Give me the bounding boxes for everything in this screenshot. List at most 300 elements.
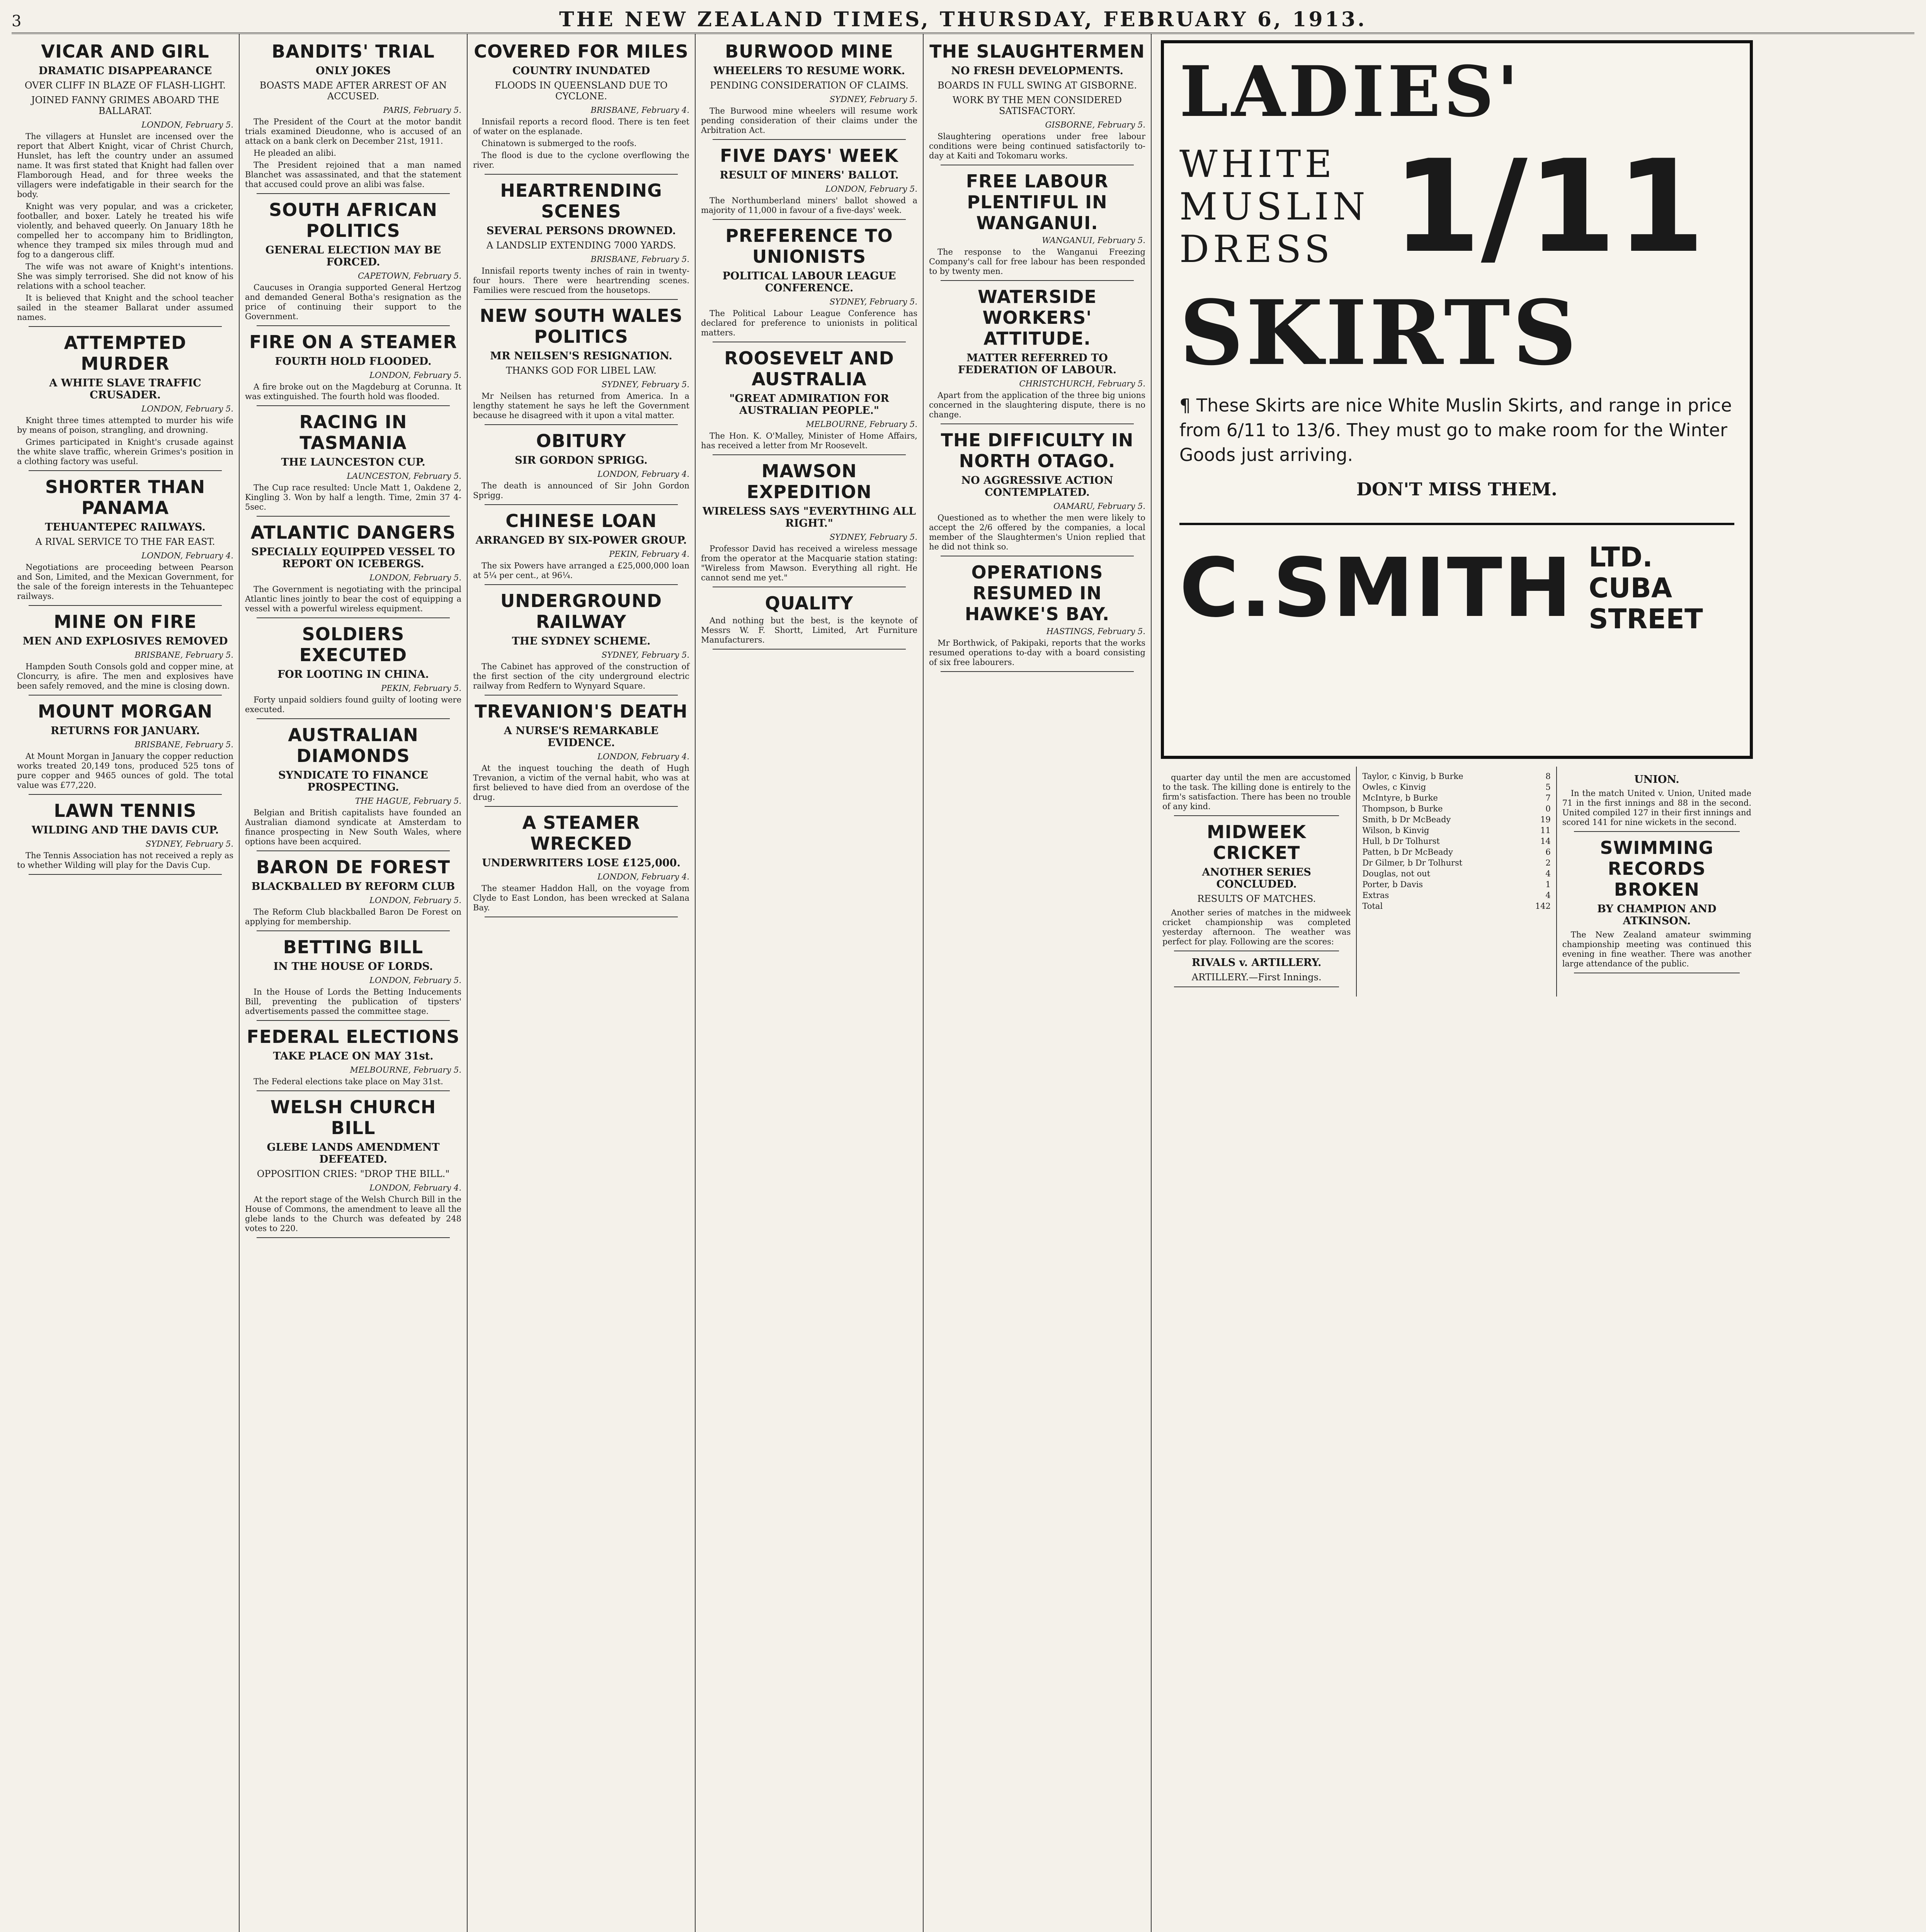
lower-col-a bbox=[1157, 767, 1357, 997]
article-1 bbox=[701, 145, 917, 220]
article-headline: HEARTRENDING SCENES bbox=[500, 180, 662, 222]
article-subheading: A WHITE SLAVE TRAFFIC CRUSADER. bbox=[49, 377, 201, 401]
article-headline: SWIMMING RECORDS BROKEN bbox=[1600, 837, 1714, 900]
article-paragraph: The response to the Wanganui Freezing Company's call for free labour has been responded to by twenty men. bbox=[929, 247, 1145, 276]
article-subheading: RETURNS FOR JANUARY. bbox=[50, 725, 200, 737]
article-subheading: RESULTS OF MATCHES. bbox=[1197, 893, 1316, 904]
article-2 bbox=[473, 305, 689, 425]
ad-white-muslin-dress: WHITE MUSLIN DRESS bbox=[1179, 143, 1369, 271]
article-0 bbox=[473, 41, 689, 175]
article-divider bbox=[941, 423, 1134, 424]
article-dateline: WANGANUI, February 5. bbox=[1042, 236, 1145, 245]
score-row bbox=[1362, 771, 1550, 781]
article-divider bbox=[485, 299, 678, 300]
article-subheading: NO FRESH DEVELOPMENTS. bbox=[951, 65, 1123, 77]
article-paragraph: A fire broke out on the Magdeburg at Corunna. It was extinguished. The fourth hold was flooded. bbox=[245, 382, 461, 401]
article-headline: A STEAMER WRECKED bbox=[522, 812, 640, 854]
article-subheading: POLITICAL LABOUR LEAGUE CONFERENCE. bbox=[722, 270, 896, 294]
page-number: 3 bbox=[12, 12, 22, 30]
runs: 19 bbox=[1540, 815, 1551, 824]
article-paragraph: Caucuses in Orangia supported General Hertzog and demanded General Botha's resignation as the price of continuing their support to the Government. bbox=[245, 283, 461, 321]
article-dateline: SYDNEY, February 5. bbox=[145, 839, 233, 849]
runs: 1 bbox=[1545, 880, 1551, 889]
article-0 bbox=[1162, 773, 1351, 816]
article-dateline: LONDON, February 4. bbox=[597, 872, 689, 881]
column-1 bbox=[12, 34, 240, 1932]
article-dateline: BRISBANE, February 5. bbox=[134, 740, 233, 749]
article-subheading: TEHUANTEPEC RAILWAYS. bbox=[45, 521, 206, 533]
article-headline: NEW SOUTH WALES POLITICS bbox=[480, 305, 683, 347]
article-paragraph: The wife was not aware of Knight's intentions. She was simply terrorised. She did not know of his relations with a school teacher. bbox=[17, 262, 233, 291]
ad-ladies: LADIES' bbox=[1179, 51, 1521, 133]
ad-firm-address: LTD. CUBA STREET bbox=[1589, 541, 1703, 635]
article-5 bbox=[17, 800, 233, 875]
article-dateline: SYDNEY, February 5. bbox=[601, 650, 689, 660]
article-subheading: BOARDS IN FULL SWING AT GISBORNE. bbox=[937, 80, 1137, 91]
article-divider bbox=[485, 695, 678, 696]
article-divider bbox=[257, 405, 450, 406]
article-headline: PREFERENCE TO UNIONISTS bbox=[725, 225, 893, 267]
article-paragraph: In the House of Lords the Betting Inducements Bill, preventing the publication of tipsters' advertisements passed the committee stage. bbox=[245, 987, 461, 1016]
article-paragraph: Innisfail reports a record flood. There is ten feet of water on the esplanade. bbox=[473, 117, 689, 136]
article-paragraph: The New Zealand amateur swimming championship meeting was continued this evening in fine weather. There was another large attendance of the public. bbox=[1562, 930, 1751, 968]
article-divider bbox=[257, 1237, 450, 1238]
article-4 bbox=[473, 510, 689, 585]
article-headline: WATERSIDE WORKERS' ATTITUDE. bbox=[978, 286, 1097, 349]
ad-copy: ¶ These Skirts are nice White Muslin Skirts, and range in price from 6/11 to 13/6. They must go to make room for the Winter Goods just arriving. bbox=[1179, 395, 1732, 465]
batsman: Extras bbox=[1362, 891, 1389, 900]
article-headline: CHINESE LOAN bbox=[505, 510, 657, 531]
article-paragraph: Questioned as to whether the men were likely to accept the 2/6 offered by the companies, a local member of the Slaughtermen's Union replied that he did not think so. bbox=[929, 513, 1145, 551]
batsman: Dr Gilmer, b Dr Tolhurst bbox=[1362, 858, 1463, 867]
article-dateline: PEKIN, February 4. bbox=[609, 549, 689, 559]
article-headline: UNDERGROUND RAILWAY bbox=[500, 590, 662, 632]
article-paragraph: Apart from the application of the three big unions concerned in the slaughtering dispute, there is no change. bbox=[929, 391, 1145, 419]
article-subheading: RESULT OF MINERS' BALLOT. bbox=[720, 169, 899, 181]
article-divider bbox=[1574, 831, 1740, 832]
score-row bbox=[1362, 858, 1550, 868]
ad-tagline: DON'T MISS THEM. bbox=[1356, 479, 1557, 500]
article-7 bbox=[473, 812, 689, 917]
score-row bbox=[1362, 869, 1550, 879]
article-subheading: ONLY JOKES bbox=[316, 65, 391, 77]
column-4 bbox=[696, 34, 924, 1932]
lower-col-b bbox=[1357, 767, 1557, 997]
batsman: Porter, b Davis bbox=[1362, 880, 1423, 889]
article-3 bbox=[929, 430, 1145, 556]
article-headline: WELSH CHURCH BILL bbox=[270, 1097, 436, 1138]
article-subheading: SPECIALLY EQUIPPED VESSEL TO REPORT ON ICEBERGS. bbox=[251, 546, 455, 570]
article-subheading: A LANDSLIP EXTENDING 7000 YARDS. bbox=[486, 240, 676, 251]
article-subheading: BY CHAMPION AND ATKINSON. bbox=[1597, 903, 1717, 927]
article-subheading: ARTILLERY.—First Innings. bbox=[1191, 972, 1322, 983]
article-dateline: PEKIN, February 5. bbox=[381, 684, 461, 693]
article-divider bbox=[485, 424, 678, 425]
article-paragraph: The Hon. K. O'Malley, Minister of Home Affairs, has received a letter from Mr Roosevelt. bbox=[701, 431, 917, 450]
article-divider bbox=[257, 850, 450, 851]
column-2 bbox=[240, 34, 468, 1932]
article-dateline: LONDON, February 5. bbox=[825, 184, 917, 194]
article-divider bbox=[1174, 986, 1339, 987]
ad-firm-name: C.SMITH bbox=[1179, 541, 1574, 635]
article-dateline: PARIS, February 5. bbox=[383, 105, 461, 115]
article-dateline: MELBOURNE, February 5. bbox=[806, 420, 917, 429]
score-row bbox=[1362, 847, 1550, 857]
score-row bbox=[1362, 836, 1550, 846]
article-headline: SHORTER THAN PANAMA bbox=[45, 476, 206, 518]
article-paragraph: Another series of matches in the midweek cricket championship was completed yesterday afternoon. The weather was perfect for play. Following are the scores: bbox=[1162, 908, 1351, 946]
article-subheading: MATTER REFERRED TO FEDERATION OF LABOUR. bbox=[958, 352, 1117, 376]
article-headline: BANDITS' TRIAL bbox=[272, 41, 435, 62]
total-label: Total bbox=[1362, 901, 1383, 911]
column-3 bbox=[468, 34, 696, 1932]
batsman: Thompson, b Burke bbox=[1362, 804, 1443, 813]
article-divider bbox=[485, 504, 678, 505]
article-1 bbox=[17, 332, 233, 471]
article-dateline: CAPETOWN, February 5. bbox=[358, 271, 461, 281]
article-headline: QUALITY bbox=[765, 593, 854, 614]
article-dateline: LONDON, February 5. bbox=[369, 896, 461, 905]
article-headline: OPERATIONS RESUMED IN HAWKE'S BAY. bbox=[965, 562, 1110, 624]
score-row bbox=[1362, 890, 1550, 900]
article-divider bbox=[29, 695, 222, 696]
article-headline: BARON DE FOREST bbox=[256, 857, 451, 878]
article-divider bbox=[1174, 815, 1339, 816]
article-3 bbox=[245, 412, 461, 517]
article-paragraph: The Political Labour League Conference has declared for preference to unionists in political matters. bbox=[701, 309, 917, 337]
article-divider bbox=[29, 794, 222, 795]
article-dateline: MELBOURNE, February 5. bbox=[350, 1065, 461, 1075]
article-paragraph: And nothing but the best, is the keynote of Messrs W. F. Shortt, Limited, Art Furniture Manufacturers. bbox=[701, 616, 917, 645]
article-5 bbox=[245, 624, 461, 719]
article-paragraph: The Burwood mine wheelers will resume work pending consideration of their claims under the Arbitration Act. bbox=[701, 106, 917, 135]
article-headline: FEDERAL ELECTIONS bbox=[247, 1026, 460, 1047]
article-2 bbox=[929, 286, 1145, 424]
article-headline: FIVE DAYS' WEEK bbox=[720, 145, 898, 166]
article-9 bbox=[245, 1026, 461, 1091]
article-subheading: THE LAUNCESTON CUP. bbox=[281, 456, 425, 468]
article-subheading: IN THE HOUSE OF LORDS. bbox=[273, 961, 433, 973]
article-paragraph: Mr Neilsen has returned from America. In a lengthy statement he says he left the Government because he disagreed with it upon a vital matter. bbox=[473, 391, 689, 420]
lower-col-c bbox=[1557, 767, 1757, 997]
article-divider bbox=[485, 584, 678, 585]
article-paragraph: The villagers at Hunslet are incensed over the report that Albert Knight, vicar of Christ Church, Hunslet, has left the country under an assumed name. It was first stated that Knight had fallen over Flamborough Head, and for three weeks the villagers were indefatigable in their search for the body. bbox=[17, 132, 233, 199]
article-1 bbox=[1162, 821, 1351, 951]
article-paragraph: The steamer Haddon Hall, on the voyage from Clyde to East London, has been wrecked at Salana Bay. bbox=[473, 884, 689, 912]
batsman: Wilson, b Kinvig bbox=[1362, 826, 1429, 835]
article-paragraph: Slaughtering operations under free labour conditions were being continued satisfactorily to-day at Kaiti and Tokomaru works. bbox=[929, 132, 1145, 160]
article-divider bbox=[29, 874, 222, 875]
article-dateline: BRISBANE, February 5. bbox=[134, 650, 233, 660]
score-row bbox=[1362, 825, 1550, 835]
article-1 bbox=[929, 171, 1145, 281]
runs: 2 bbox=[1545, 858, 1551, 867]
article-10 bbox=[245, 1097, 461, 1238]
skirts-advertisement bbox=[1161, 40, 1753, 759]
article-subheading: RIVALS v. ARTILLERY. bbox=[1191, 957, 1322, 969]
total-runs: 142 bbox=[1535, 901, 1551, 911]
article-headline: COVERED FOR MILES bbox=[474, 41, 689, 62]
article-subheading: SIR GORDON SPRIGG. bbox=[515, 454, 648, 466]
article-divider bbox=[257, 516, 450, 517]
article-paragraph: Forty unpaid soldiers found guilty of looting were executed. bbox=[245, 695, 461, 714]
runs: 11 bbox=[1540, 826, 1551, 835]
article-headline: AUSTRALIAN DIAMONDS bbox=[288, 724, 419, 766]
article-headline: TREVANION'S DEATH bbox=[475, 701, 688, 722]
article-subheading: FOURTH HOLD FLOODED. bbox=[275, 355, 432, 367]
article-dateline: LONDON, February 5. bbox=[141, 120, 233, 129]
article-headline: FIRE ON A STEAMER bbox=[249, 332, 457, 352]
runs: 6 bbox=[1545, 847, 1551, 857]
article-divider bbox=[713, 139, 906, 140]
article-headline: MINE ON FIRE bbox=[54, 611, 197, 632]
article-paragraph: The Reform Club blackballed Baron De Forest on applying for membership. bbox=[245, 907, 461, 926]
batsman: Hull, b Dr Tolhurst bbox=[1362, 837, 1440, 846]
article-divider bbox=[29, 326, 222, 327]
article-dateline: OAMARU, February 5. bbox=[1053, 502, 1145, 511]
article-dateline: SYDNEY, February 5. bbox=[829, 297, 917, 306]
article-subheading: A RIVAL SERVICE TO THE FAR EAST. bbox=[35, 536, 215, 547]
article-dateline: GISBORNE, February 5. bbox=[1045, 120, 1145, 129]
article-headline: SOLDIERS EXECUTED bbox=[299, 624, 407, 665]
article-dateline: SYDNEY, February 5. bbox=[829, 532, 917, 542]
article-subheading: BOASTS MADE AFTER ARREST OF AN ACCUSED. bbox=[259, 80, 447, 102]
article-paragraph: Belgian and British capitalists have founded an Australian diamond syndicate at Amsterdam to finance prospecting in New South Wales, where options have been acquired. bbox=[245, 808, 461, 846]
article-2 bbox=[701, 225, 917, 342]
article-subheading: WORK BY THE MEN CONSIDERED SATISFACTORY. bbox=[952, 95, 1122, 116]
runs: 7 bbox=[1545, 793, 1551, 803]
article-paragraph: It is believed that Knight and the school teacher sailed in the steamer Ballarat under assumed names. bbox=[17, 293, 233, 322]
article-subheading: ARRANGED BY SIX-POWER GROUP. bbox=[475, 534, 687, 546]
article-subheading: WIRELESS SAYS "EVERYTHING ALL RIGHT." bbox=[703, 505, 916, 529]
article-divider bbox=[941, 280, 1134, 281]
article-divider bbox=[713, 649, 906, 650]
article-divider bbox=[713, 454, 906, 455]
article-paragraph: The Cabinet has approved of the construction of the first section of the city underground electric railway from Redfern to Wynyard Square. bbox=[473, 662, 689, 690]
article-divider bbox=[29, 470, 222, 471]
article-subheading: TAKE PLACE ON MAY 31st. bbox=[273, 1050, 434, 1062]
article-divider bbox=[941, 671, 1134, 672]
article-headline: FREE LABOUR PLENTIFUL IN WANGANUI. bbox=[966, 171, 1109, 233]
article-divider bbox=[713, 219, 906, 220]
masthead bbox=[12, 8, 1914, 34]
article-subheading: THANKS GOD FOR LIBEL LAW. bbox=[506, 365, 657, 376]
article-dateline: LAUNCESTON, February 5. bbox=[347, 471, 461, 481]
article-subheading: SEVERAL PERSONS DROWNED. bbox=[486, 225, 676, 237]
article-subheading: NO AGGRESSIVE ACTION CONTEMPLATED. bbox=[961, 474, 1113, 498]
article-0 bbox=[929, 41, 1145, 165]
ad-skirts: SKIRTS bbox=[1179, 281, 1579, 385]
article-paragraph: Chinatown is submerged to the roofs. bbox=[482, 139, 637, 148]
article-3 bbox=[473, 430, 689, 505]
article-subheading: MEN AND EXPLOSIVES REMOVED bbox=[22, 635, 228, 647]
article-dateline: LONDON, February 5. bbox=[369, 976, 461, 985]
article-headline: MOUNT MORGAN bbox=[37, 701, 213, 722]
article-7 bbox=[245, 857, 461, 931]
score-row bbox=[1362, 793, 1550, 803]
cricket-scores bbox=[1362, 771, 1550, 911]
article-subheading: OPPOSITION CRIES: "DROP THE BILL." bbox=[257, 1168, 450, 1179]
article-paragraph: The Tennis Association has not received a reply as to whether Wilding will play for the Davis Cup. bbox=[17, 851, 233, 870]
article-paragraph: The Northumberland miners' ballot showed a majority of 11,000 in favour of a five-days' week. bbox=[701, 196, 917, 215]
article-4 bbox=[929, 562, 1145, 672]
score-total bbox=[1362, 901, 1550, 911]
article-0 bbox=[1562, 774, 1751, 832]
article-divider bbox=[257, 617, 450, 618]
article-paragraph: Grimes participated in Knight's crusade against the white slave traffic, wherein Grimes's position in a clothing factory was useful. bbox=[17, 437, 233, 466]
runs: 0 bbox=[1545, 804, 1551, 813]
article-6 bbox=[473, 701, 689, 807]
article-dateline: LONDON, February 4. bbox=[597, 469, 689, 479]
article-subheading: FLOODS IN QUEENSLAND DUE TO CYCLONE. bbox=[495, 80, 668, 102]
article-dateline: SYDNEY, February 5. bbox=[829, 95, 917, 104]
article-5 bbox=[701, 593, 917, 650]
article-dateline: HASTINGS, February 5. bbox=[1046, 627, 1145, 636]
article-0 bbox=[701, 41, 917, 140]
batsman: Smith, b Dr McBeady bbox=[1362, 815, 1451, 824]
article-subheading: JOINED FANNY GRIMES ABOARD THE BALLARAT. bbox=[31, 95, 219, 116]
article-1 bbox=[473, 180, 689, 300]
article-subheading: BLACKBALLED BY REFORM CLUB bbox=[251, 881, 455, 893]
article-subheading: PENDING CONSIDERATION OF CLAIMS. bbox=[710, 80, 909, 91]
article-headline: SOUTH AFRICAN POLITICS bbox=[269, 199, 437, 241]
runs: 4 bbox=[1545, 869, 1551, 878]
article-headline: THE DIFFICULTY IN NORTH OTAGO. bbox=[941, 430, 1134, 471]
article-0 bbox=[17, 41, 233, 327]
article-dateline: LONDON, February 5. bbox=[141, 404, 233, 413]
article-subheading: DRAMATIC DISAPPEARANCE bbox=[38, 65, 212, 77]
article-dateline: CHRISTCHURCH, February 5. bbox=[1019, 379, 1145, 388]
article-divider bbox=[257, 325, 450, 326]
article-5 bbox=[473, 590, 689, 696]
score-row bbox=[1362, 815, 1550, 825]
article-1 bbox=[245, 199, 461, 326]
article-subheading: THE SYDNEY SCHEME. bbox=[512, 635, 651, 647]
article-dateline: SYDNEY, February 5. bbox=[601, 380, 689, 389]
article-headline: LAWN TENNIS bbox=[54, 800, 197, 821]
article-subheading: "GREAT ADMIRATION FOR AUSTRALIAN PEOPLE." bbox=[729, 393, 889, 417]
article-dateline: BRISBANE, February 4. bbox=[590, 105, 689, 115]
article-paragraph: quarter day until the men are accustomed to the task. The killing done is entirely to the firm's satisfaction. There has been no trouble of any kind. bbox=[1162, 773, 1351, 811]
article-dateline: THE HAGUE, February 5. bbox=[355, 796, 461, 806]
article-dateline: LONDON, February 5. bbox=[369, 573, 461, 582]
article-divider bbox=[485, 806, 678, 807]
article-divider bbox=[257, 1020, 450, 1021]
article-headline: BETTING BILL bbox=[283, 937, 424, 957]
article-subheading: ANOTHER SERIES CONCLUDED. bbox=[1202, 866, 1311, 890]
ad-firm bbox=[1179, 523, 1734, 635]
article-headline: ROOSEVELT AND AUSTRALIA bbox=[724, 348, 894, 389]
article-headline: VICAR AND GIRL bbox=[41, 41, 209, 62]
article-paragraph: In the match United v. Union, United made 71 in the first innings and 88 in the second. United compiled 127 in their first innings and scored 141 for nine wickets in the second. bbox=[1562, 789, 1751, 827]
article-paragraph: Negotiations are proceeding between Pearson and Son, Limited, and the Mexican Government, for the sale of the foreign interests in the Tehuantepec railways. bbox=[17, 563, 233, 601]
ad-price: 1/11 bbox=[1392, 133, 1705, 281]
article-paragraph: The Federal elections take place on May 31st. bbox=[254, 1077, 443, 1086]
article-dateline: BRISBANE, February 5. bbox=[590, 255, 689, 264]
batsman: Taylor, c Kinvig, b Burke bbox=[1362, 772, 1463, 781]
article-paragraph: The President rejoined that a man named Blanchet was assassinated, and that the statement that accused could prove an alibi was false. bbox=[245, 160, 461, 189]
article-paragraph: Professor David has received a wireless message from the operator at the Macquarie station stating: "Wireless from Mawson. Everything all right. He cannot send me yet." bbox=[701, 544, 917, 582]
article-paragraph: The President of the Court at the motor bandit trials examined Dieudonne, who is accused of an attack on a bank clerk on December 21st, 1911. bbox=[245, 117, 461, 146]
article-subheading: FOR LOOTING IN CHINA. bbox=[277, 668, 429, 680]
article-paragraph: At Mount Morgan in January the copper reduction works treated 20,149 tons, produced 525 tons of pure copper and 9465 ounces of gold. The total value was £77,220. bbox=[17, 752, 233, 790]
article-dateline: LONDON, February 4. bbox=[369, 1183, 461, 1192]
article-subheading: GLEBE LANDS AMENDMENT DEFEATED. bbox=[267, 1141, 440, 1165]
columns bbox=[12, 34, 1914, 1932]
article-headline: THE SLAUGHTERMEN bbox=[929, 41, 1145, 62]
article-paragraph: He pleaded an alibi. bbox=[254, 148, 337, 158]
score-row bbox=[1362, 782, 1550, 792]
article-headline: RACING IN TASMANIA bbox=[299, 412, 407, 453]
article-1 bbox=[1562, 837, 1751, 973]
article-headline: BURWOOD MINE bbox=[725, 41, 893, 62]
article-dateline: LONDON, February 4. bbox=[141, 551, 233, 560]
batsman: Douglas, not out bbox=[1362, 869, 1431, 878]
article-subheading: UNDERWRITERS LOSE £125,000. bbox=[482, 857, 681, 869]
article-divider bbox=[257, 718, 450, 719]
article-subheading: WILDING AND THE DAVIS CUP. bbox=[31, 824, 219, 836]
article-paragraph: Hampden South Consols gold and copper mine, at Cloncurry, is afire. The men and explosives have been safely removed, and the mine is closing down. bbox=[17, 662, 233, 690]
article-subheading: OVER CLIFF IN BLAZE OF FLASH-LIGHT. bbox=[24, 80, 226, 91]
article-divider bbox=[485, 174, 678, 175]
article-8 bbox=[245, 937, 461, 1021]
article-subheading: MR NEILSEN'S RESIGNATION. bbox=[490, 350, 672, 362]
runs: 5 bbox=[1545, 782, 1551, 792]
newspaper-title: THE NEW ZEALAND TIMES, THURSDAY, FEBRUARY 6, 1913. bbox=[559, 8, 1367, 31]
article-3 bbox=[17, 611, 233, 696]
article-paragraph: Mr Borthwick, of Pakipaki, reports that the works resumed operations to-day with a board consisting of six free labourers. bbox=[929, 638, 1145, 667]
article-headline: OBITURY bbox=[536, 430, 626, 451]
article-subheading: SYNDICATE TO FINANCE PROSPECTING. bbox=[278, 769, 428, 793]
article-4 bbox=[701, 461, 917, 587]
article-paragraph: The death is announced of Sir John Gordon Sprigg. bbox=[473, 481, 689, 500]
column-5 bbox=[924, 34, 1152, 1932]
batsman: Owles, c Kinvig bbox=[1362, 782, 1426, 792]
article-paragraph: The Cup race resulted: Uncle Matt 1, Oakdene 2, Kingling 3. Won by half a length. Time, 2min 37 4-5sec. bbox=[245, 483, 461, 512]
article-0 bbox=[245, 41, 461, 194]
article-headline: ATTEMPTED MURDER bbox=[64, 332, 187, 374]
lower-right-columns bbox=[1157, 767, 1757, 997]
article-paragraph: At the report stage of the Welsh Church Bill in the House of Commons, the amendment to leave all the glebe lands to the Church was defeated by 248 votes to 220. bbox=[245, 1195, 461, 1233]
article-6 bbox=[245, 724, 461, 851]
batsman: Patten, b Dr McBeady bbox=[1362, 847, 1453, 857]
article-2 bbox=[1162, 957, 1351, 987]
article-paragraph: The Government is negotiating with the principal Atlantic lines jointly to bear the cost of equipping a vessel with a powerful wireless equipment. bbox=[245, 585, 461, 613]
article-dateline: LONDON, February 5. bbox=[369, 371, 461, 380]
article-4 bbox=[245, 522, 461, 618]
article-paragraph: Innisfail reports twenty inches of rain in twenty-four hours. There were heartrending scenes. Families were rescued from the housetops. bbox=[473, 266, 689, 295]
article-subheading: A NURSE'S REMARKABLE EVIDENCE. bbox=[504, 725, 659, 749]
article-dateline: LONDON, February 4. bbox=[597, 752, 689, 761]
article-subheading: UNION. bbox=[1634, 774, 1679, 786]
score-row bbox=[1362, 879, 1550, 889]
article-subheading: GENERAL ELECTION MAY BE FORCED. bbox=[265, 244, 441, 268]
article-4 bbox=[17, 701, 233, 795]
runs: 14 bbox=[1540, 837, 1551, 846]
runs: 8 bbox=[1545, 772, 1551, 781]
article-paragraph: The six Powers have arranged a £25,000,000 loan at 5¼ per cent., at 96¼. bbox=[473, 561, 689, 580]
article-headline: ATLANTIC DANGERS bbox=[250, 522, 456, 543]
article-paragraph: The flood is due to the cyclone overflowing the river. bbox=[473, 151, 689, 170]
article-divider bbox=[257, 1090, 450, 1091]
article-headline: MIDWEEK CRICKET bbox=[1207, 821, 1307, 863]
article-divider bbox=[257, 193, 450, 194]
article-headline: MAWSON EXPEDITION bbox=[747, 461, 872, 502]
article-3 bbox=[701, 348, 917, 455]
article-subheading: WHEELERS TO RESUME WORK. bbox=[713, 65, 905, 77]
right-block bbox=[1152, 34, 1762, 1932]
article-divider bbox=[29, 605, 222, 606]
